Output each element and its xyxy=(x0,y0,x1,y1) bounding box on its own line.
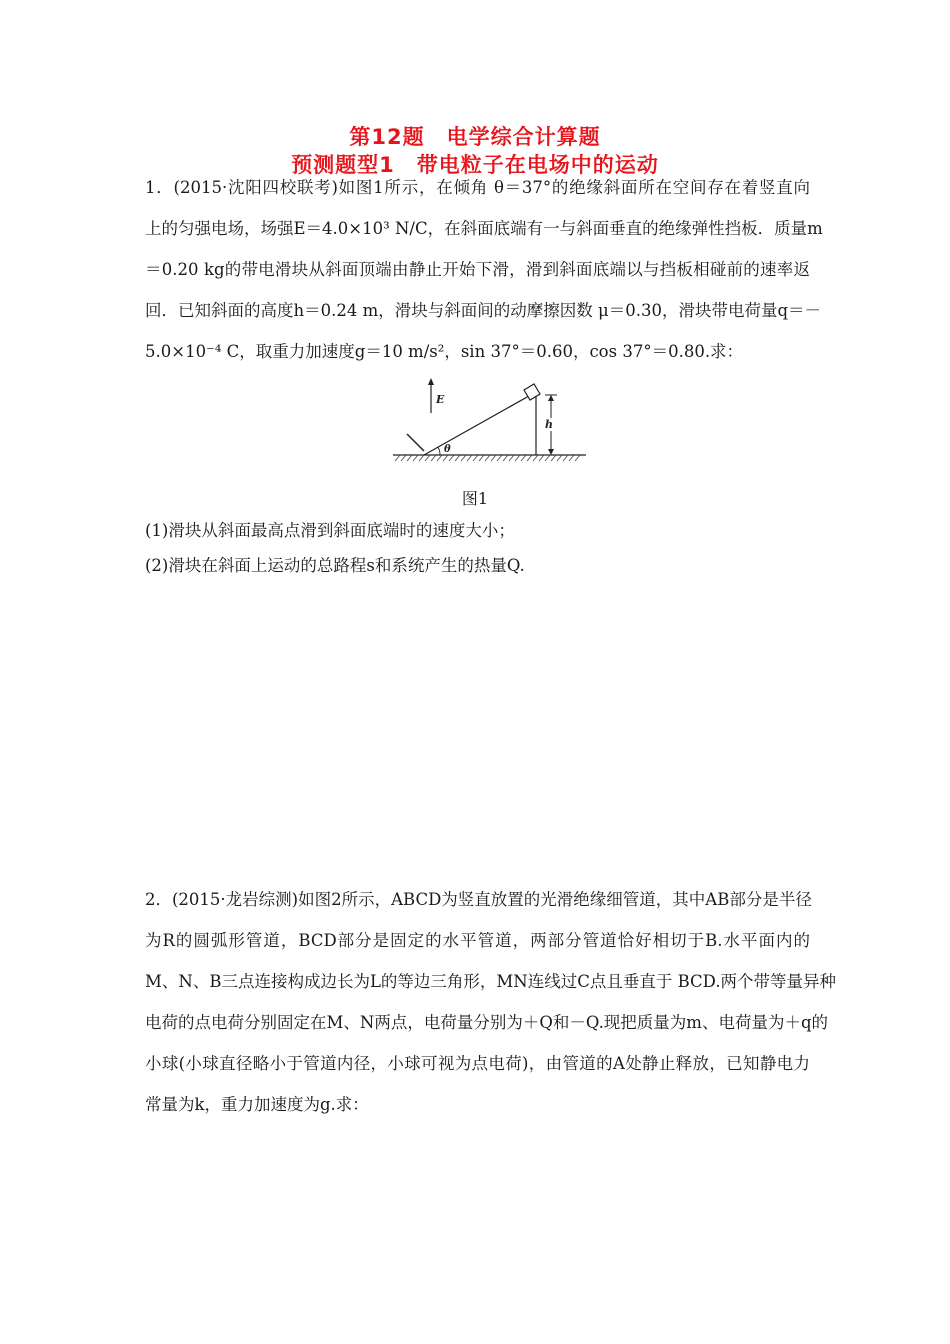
figure-1-incline-diagram xyxy=(390,375,590,465)
question-1-line: 5.0×10⁻⁴ C，取重力加速度g＝10 m/s²，sin 37°＝0.60，cos 37°＝0.80.求： xyxy=(145,342,744,361)
question-2-line: 为R的圆弧形管道，BCD部分是固定的水平管道，两部分管道恰好相切于B.水平面内的 xyxy=(145,931,810,950)
question-1-line: 回．已知斜面的高度h＝0.24 m，滑块与斜面间的动摩擦因数 μ＝0.30，滑块带电荷量q＝－ xyxy=(145,301,822,320)
label-theta: θ xyxy=(444,444,451,455)
field-arrow-head xyxy=(428,378,434,385)
question-1-line: 1．(2015·沈阳四校联考)如图1所示，在倾角 θ＝37°的绝缘斜面所在空间存在着竖直向 xyxy=(145,178,810,197)
sub-question-1: (1)滑块从斜面最高点滑到斜面底端时的速度大小； xyxy=(145,521,515,540)
label-E: E xyxy=(436,393,445,406)
question-2-line: 电荷的点电荷分别固定在M、N两点，电荷量分别为＋Q和－Q.现把质量为m、电荷量为＋q的 xyxy=(145,1013,829,1032)
question-2-line: M、N、B三点连接构成边长为L的等边三角形，MN连线过C点且垂直于 BCD.两个带等量异种 xyxy=(145,972,837,991)
page-subtitle: 预测题型1 带电粒子在电场中的运动 xyxy=(291,153,659,177)
question-2-line: 常量为k，重力加速度为g.求： xyxy=(145,1095,369,1114)
question-2-line: 小球(小球直径略小于管道内径，小球可视为点电荷)，由管道的A处静止释放，已知静电力 xyxy=(145,1054,810,1073)
page-title: 第12题 电学综合计算题 xyxy=(349,125,601,149)
ground-hatching xyxy=(395,455,580,461)
angle-arc xyxy=(438,447,440,455)
question-2-line: 2．(2015·龙岩综测)如图2所示，ABCD为竖直放置的光滑绝缘细管道，其中AB部分是半径 xyxy=(145,890,812,909)
figure-1-caption: 图1 xyxy=(461,489,489,508)
question-1-line: ＝0.20 kg的带电滑块从斜面顶端由静止开始下滑，滑到斜面底端以与挡板相碰前的速率返 xyxy=(145,260,810,279)
sub-question-2: (2)滑块在斜面上运动的总路程s和系统产生的热量Q. xyxy=(145,556,525,575)
label-h: h xyxy=(545,418,553,431)
question-1-line: 上的匀强电场，场强E＝4.0×10³ N/C，在斜面底端有一与斜面垂直的绝缘弹性挡板．质量m xyxy=(145,219,823,238)
baffle xyxy=(407,434,424,451)
